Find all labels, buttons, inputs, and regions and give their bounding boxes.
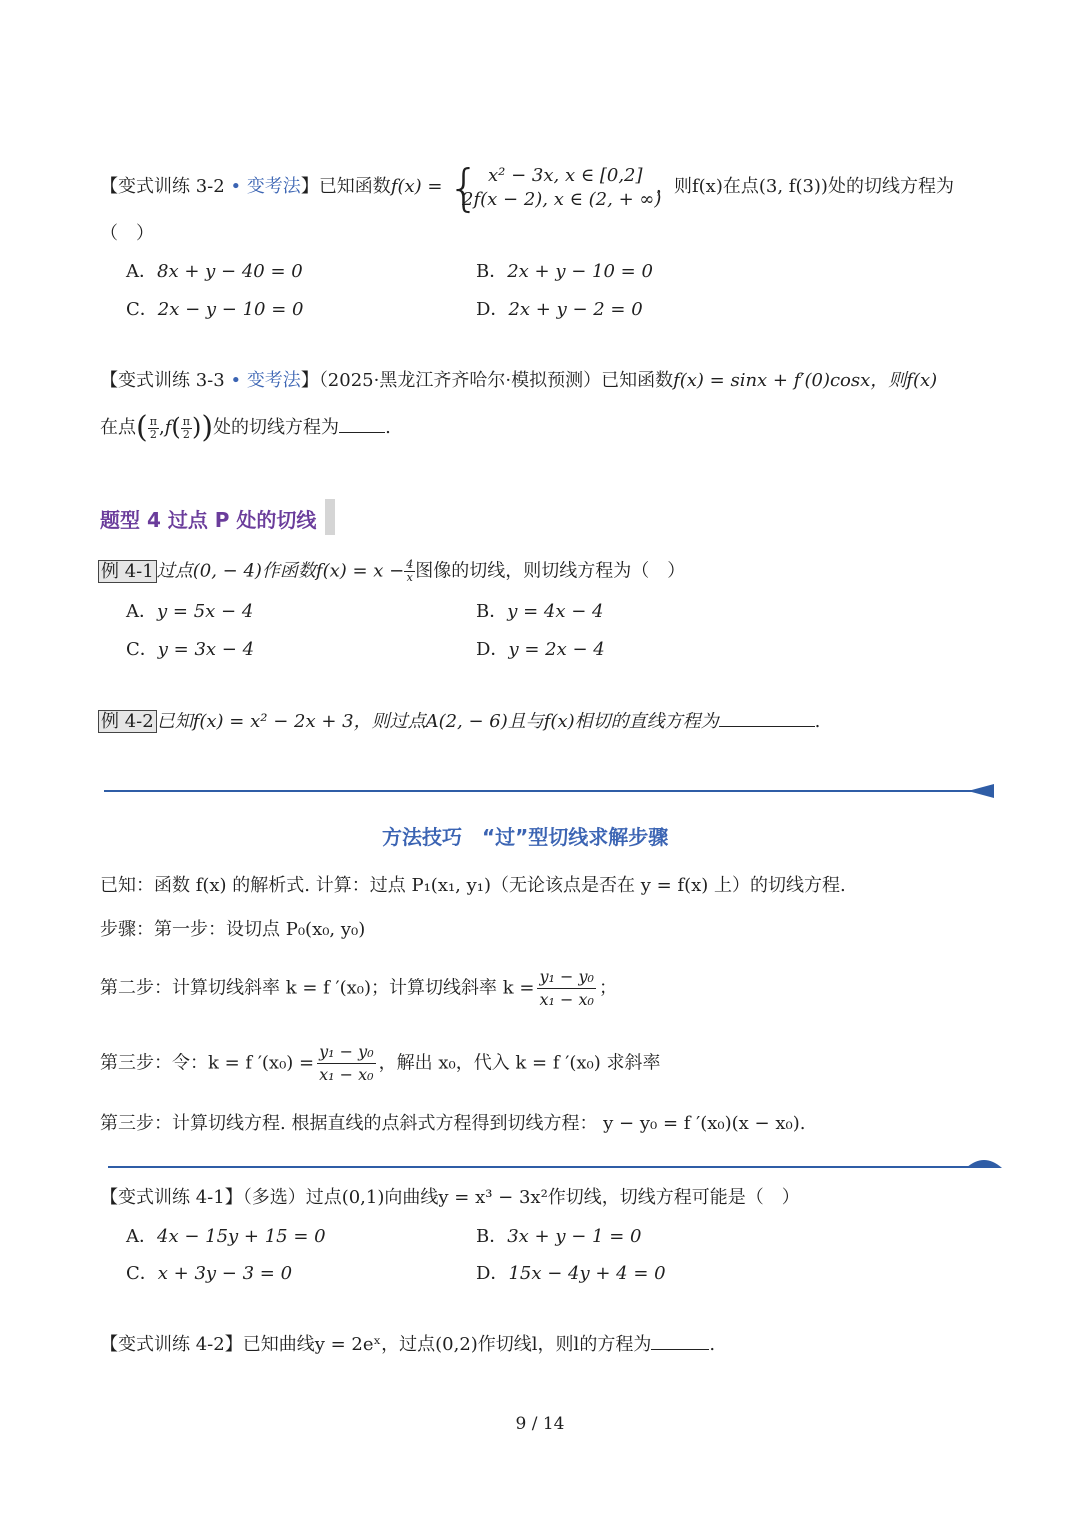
option-d[interactable]: D．2x + y − 2 = 0 <box>476 299 643 320</box>
method-title: 方法技巧 “过”型切线求解步骤 <box>382 825 669 849</box>
option-a[interactable]: A．4x − 15y + 15 = 0 <box>126 1226 326 1247</box>
exercise-4-2: 【变式训练 4-2】已知曲线y = 2eˣ，过点(0,2)作切线l，则l的方程为 . <box>100 1331 715 1357</box>
piecewise-case-1: x² − 3x, x ∈ [0,2] <box>488 165 643 186</box>
exercise-3-2-tail: ，则f(x)在点(3, f(3))处的切线方程为 <box>656 176 954 197</box>
exercise-4-1: 【变式训练 4-1】（多选）过点(0,1)向曲线y = x³ − 3x²作切线，切线方程可能是（ ） <box>100 1187 800 1208</box>
option-b[interactable]: B．3x + y − 1 = 0 <box>476 1226 642 1247</box>
example-label: 例 4-1 <box>98 560 157 583</box>
piecewise-brace: { <box>448 159 480 217</box>
method-line-3: 第二步：计算切线斜率 k = f ′(x₀)；计算切线斜率 k = $\frac{\text{y₁ − y₀}}{\text{x₁ − x₀}}$ ； <box>100 967 617 1009</box>
piecewise-case-2: 2f(x − 2), x ∈ (2, + ∞) <box>462 189 662 210</box>
option-c[interactable]: C．2x − y − 10 = 0 <box>126 299 304 320</box>
exercise-tag: 【变式训练 3-3 <box>100 370 225 391</box>
rule-arrow-icon <box>968 782 996 800</box>
section-heading-type4: 题型 4 过点 P 处的切线 <box>100 508 317 532</box>
exercise-lead: 已知函数 <box>318 176 391 197</box>
exercise-3-3-line2: 在点( $\frac{\pi}{2}$ ,f( $\frac{\pi}{2}$ ))处的切线方程为 . <box>100 410 391 445</box>
option-c[interactable]: C．y = 3x − 4 <box>126 639 255 660</box>
function-name: f(x) = <box>390 176 443 197</box>
option-d[interactable]: D．15x − 4y + 4 = 0 <box>476 1263 666 1284</box>
method-line-4: 第三步：令：k = f ′(x₀) = $\frac{\text{y₁ − y₀}}{\text{x₁ − x₀}}$ ，解出 x₀，代入 k = f ′(x₀) 求斜率 <box>100 1042 661 1084</box>
answer-paren: （ ） <box>100 223 154 244</box>
exercise-source: （2025·黑龙江齐齐哈尔·模拟预测）已知函数 <box>318 370 674 391</box>
method-link[interactable]: 变考法 <box>246 176 301 197</box>
answer-blank[interactable] <box>651 1331 709 1350</box>
example-4-1: 例 4-1 过点(0, − 4)作函数f(x) = x − $\frac{4}{x}$ 图像的切线，则切线方程为（ ） <box>98 559 685 584</box>
example-4-2: 例 4-2 已知f(x) = x² − 2x + 3，则过点A(2, − 6)且与f(x)相切的直线方程为 . <box>98 708 820 734</box>
answer-blank[interactable] <box>719 708 815 727</box>
page-number: 9 / 14 <box>515 1414 565 1434</box>
exercise-3-2-line1 <box>100 175 442 199</box>
exercise-tag-close: 】 <box>300 176 319 197</box>
exercise-3-3-line1 <box>100 369 937 393</box>
method-link[interactable]: 变考法 <box>246 370 301 391</box>
rule-cap-icon <box>966 1158 1002 1170</box>
method-bottom-rule <box>108 1166 988 1168</box>
example-label: 例 4-2 <box>98 710 157 733</box>
bullet-dot: • <box>230 176 242 197</box>
method-line-2: 步骤：第一步：设切点 P₀(x₀, y₀) <box>100 919 366 940</box>
function-expr: f(x) = sinx + f′(0)cosx，则f(x) <box>673 370 938 391</box>
exercise-tag: 【变式训练 3-2 <box>100 176 225 197</box>
exercise-tag-close: 】 <box>300 370 319 391</box>
option-b[interactable]: B．2x + y − 10 = 0 <box>476 261 653 282</box>
option-a[interactable]: A．8x + y − 40 = 0 <box>126 261 303 282</box>
method-line-5: 第三步：计算切线方程. 根据直线的点斜式方程得到切线方程： y − y₀ = f ′(x₀)(x − x₀). <box>100 1113 806 1134</box>
answer-blank[interactable] <box>339 414 385 433</box>
bullet-dot: • <box>230 370 242 391</box>
option-d[interactable]: D．y = 2x − 4 <box>476 639 605 660</box>
method-line-1: 已知：函数 f(x) 的解析式. 计算：过点 P₁(x₁, y₁)（无论该点是否在 y = f(x) 上）的切线方程. <box>100 875 846 896</box>
option-a[interactable]: A．y = 5x − 4 <box>126 601 254 622</box>
option-b[interactable]: B．y = 4x − 4 <box>476 601 604 622</box>
heading-tab-marker <box>325 499 335 535</box>
option-c[interactable]: C．x + 3y − 3 = 0 <box>126 1263 293 1284</box>
method-top-rule <box>104 790 976 792</box>
